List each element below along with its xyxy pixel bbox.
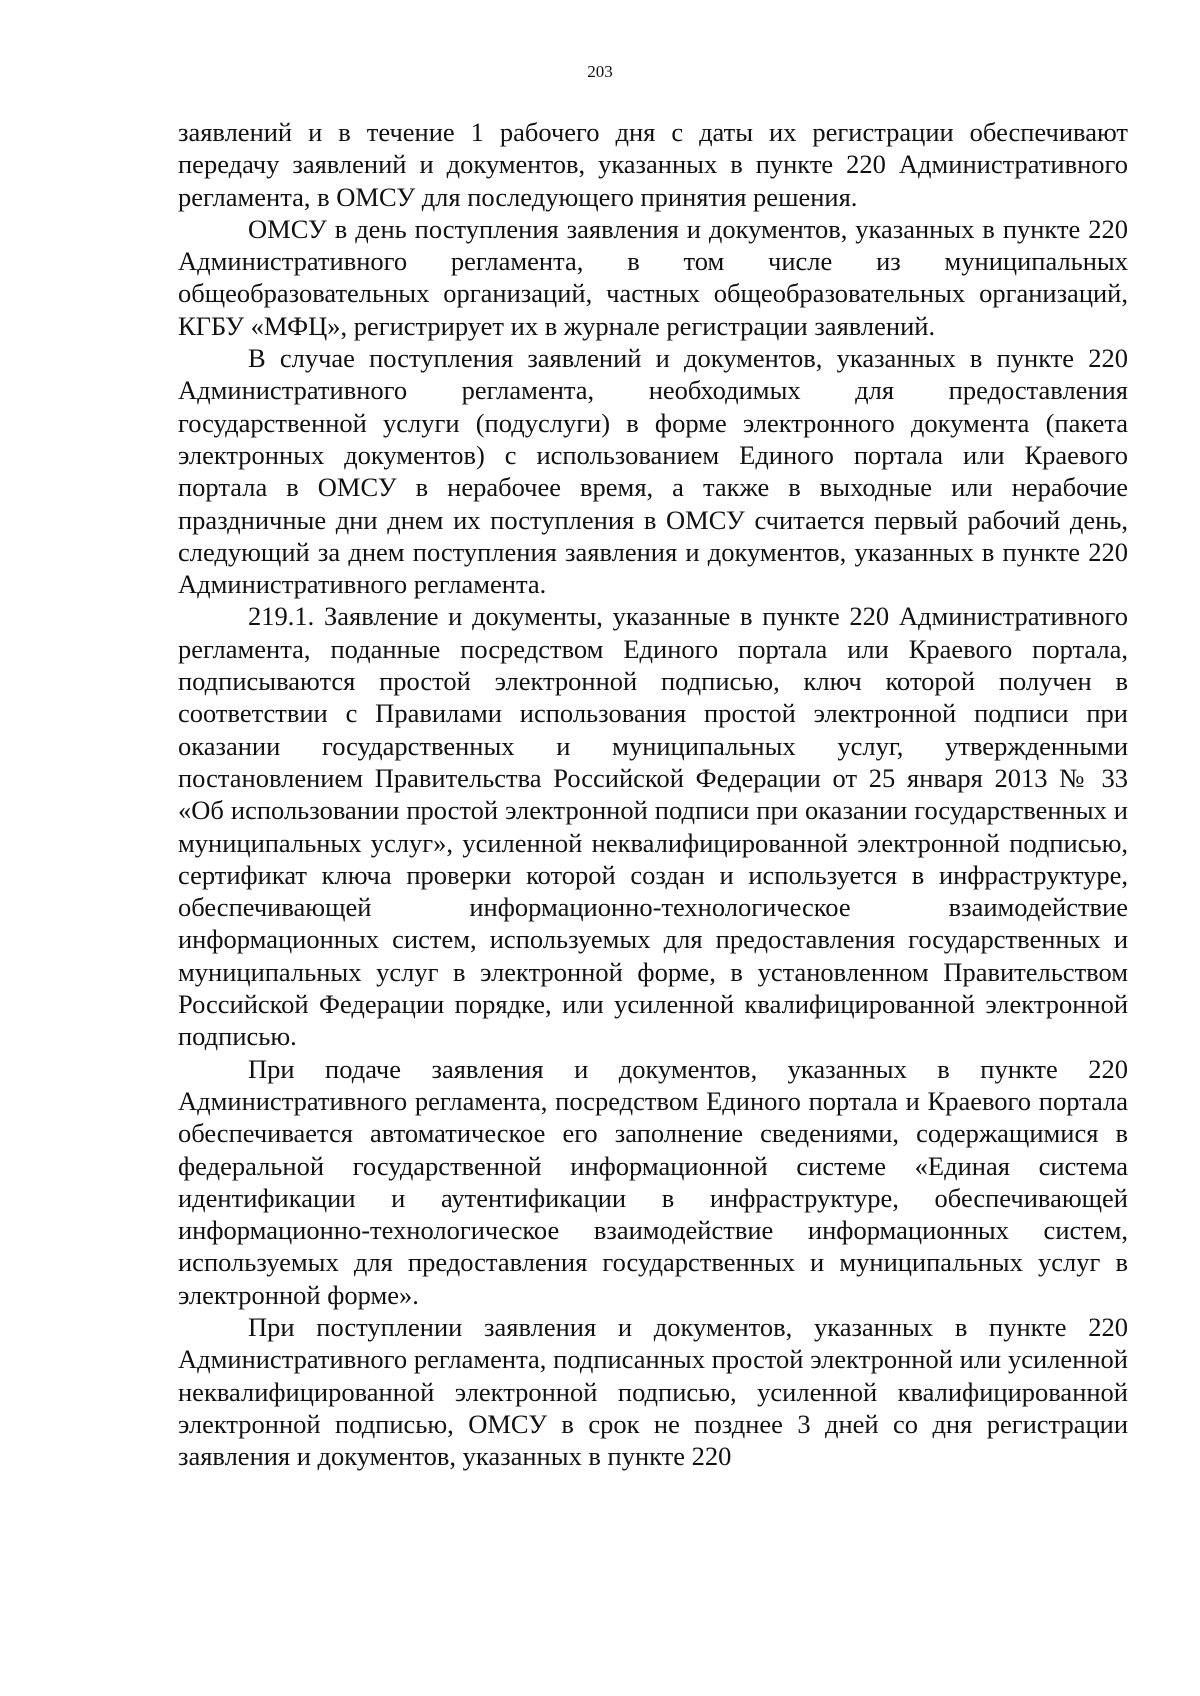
document-body bbox=[178, 116, 1128, 1472]
paragraph-1: заявлений и в течение 1 рабочего дня с даты их регистрации обеспечивают передачу заявлений и документов, указанных в пункте 220 Административного регламента, в ОМСУ для последующего принятия решения. bbox=[178, 117, 1128, 212]
paragraph-6: При поступлении заявления и документов, указанных в пункте 220 Административного регламента, подписанных простой электронной или усиленной неквалифицированной электронной подписью, усиленной квалифицированной электронной подписью, ОМСУ в срок не позднее 3 дней со дня регистрации заявления и документов, указанных в пункте 220 bbox=[178, 1311, 1128, 1472]
paragraph-2: ОМСУ в день поступления заявления и документов, указанных в пункте 220 Административного регламента, в том числе из муниципальных общеобразовательных организаций, частных общеобразовательных организаций, КГБУ «МФЦ», регистрирует их в журнале регистрации заявлений. bbox=[178, 213, 1128, 341]
paragraph-4: 219.1. Заявление и документы, указанные в пункте 220 Административного регламента, поданные посредством Единого портала или Краевого портала, подписываются простой электронной подписью, ключ которой получен в соответствии с Правилами использования простой электронной подписи при оказании государственных и муниципальных услуг, утвержденными постановлением Правительства Российской Федерации от 25 января 2013 № 33 «Об использовании простой электронной подписи при оказании государственных и муниципальных услуг», усиленной неквалифицированной электронной подписью, сертификат ключа проверки которой создан и используется в инфраструктуре, обеспечивающей информационно-технологическое взаимодействие информационных систем, используемых для предоставления государственных и муниципальных услуг в электронной форме, в установленном Правительством Российской Федерации порядке, или усиленной квалифицированной электронной подписью. bbox=[178, 601, 1128, 1052]
paragraph-3: В случае поступления заявлений и документов, указанных в пункте 220 Административного регламента, необходимых для предоставления государственной услуги (подуслуги) в форме электронного документа (пакета электронных документов) с использованием Единого портала или Краевого портала в ОМСУ в нерабочее время, а также в выходные или нерабочие праздничные дни днем их поступления в ОМСУ считается первый рабочий день, следующий за днем поступления заявления и документов, указанных в пункте 220 Административного регламента. bbox=[178, 343, 1128, 600]
page-number: 203 bbox=[587, 62, 613, 81]
paragraph-5: При подаче заявления и документов, указанных в пункте 220 Административного регламента, посредством Единого портала и Краевого портала обеспечивается автоматическое его заполнение сведениями, содержащимися в федеральной государственной информационной системе «Единая система идентификации и аутентификации в инфраструктуре, обеспечивающей информационно-технологическое взаимодействие информационных систем, используемых для предоставления государственных и муниципальных услуг в электронной форме». bbox=[178, 1053, 1128, 1310]
